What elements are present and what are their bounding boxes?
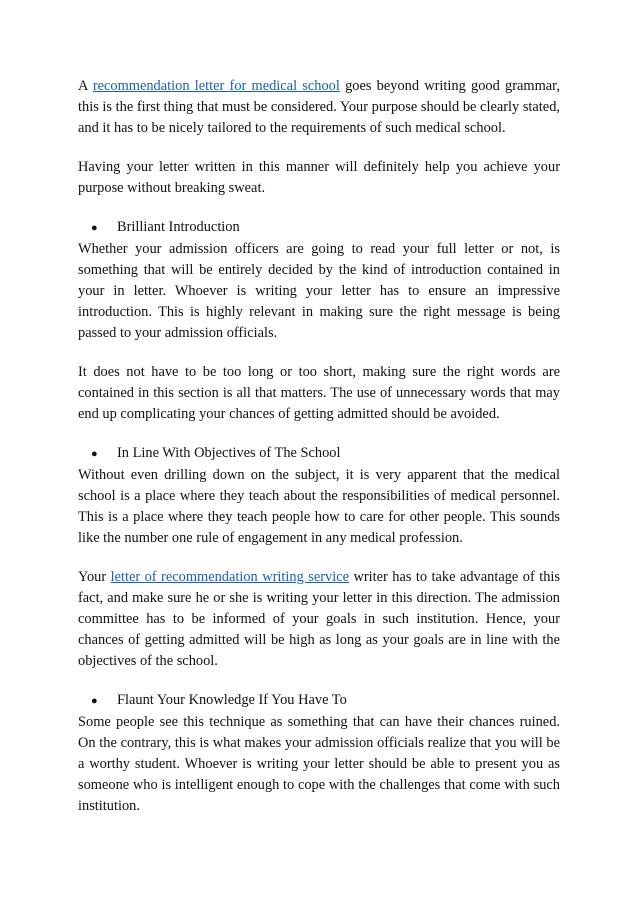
intro-paragraph [78,76,560,139]
bullet-icon: ● [91,448,98,460]
writing-service-link[interactable]: letter of recommendation writing service [110,569,349,585]
objectives-extra-start: Your [78,569,111,585]
purpose-paragraph: Having your letter written in this manner will definitely help you achieve your purpose without breaking sweat. [78,159,560,196]
section-heading-objectives [78,443,560,465]
bullet-icon: ● [91,695,98,707]
document-body [78,76,560,817]
heading-text: Brilliant Introduction [117,219,240,235]
bullet-icon: ● [91,222,98,234]
intro-text-start: A [78,78,93,94]
objectives-extra-paragraph [78,567,560,672]
intro-text-end: goes beyond writing good grammar, this is the first thing that must be considered. Your purpose should be clearly stated, and it has to be nicely tailored to the requirements of such medical school. [78,78,560,136]
heading-text: Flaunt Your Knowledge If You Have To [117,692,347,708]
objectives-paragraph: Without even drilling down on the subject, it is very apparent that the medical school is a place where they teach about the responsibilities of medical personnel. This is a place where they teach people how to care for other people. This sounds like the number one rule of engagement in any medical profession. [78,467,560,546]
introduction-extra-paragraph: It does not have to be too long or too short, making sure the right words are contained in this section is all that matters. The use of unnecessary words that may end up complicating your chances of getting admitted should be avoided. [78,364,560,422]
section-heading-knowledge [78,690,560,712]
heading-text: In Line With Objectives of The School [117,445,341,461]
recommendation-letter-link[interactable]: recommendation letter for medical school [92,78,340,94]
introduction-paragraph: Whether your admission officers are going to read your full letter or not, is something that will be entirely decided by the kind of introduction contained in your in letter. Whoever is writing your letter has to ensure an impressive introduction. This is highly relevant in making sure the right message is being passed to your admission officials. [78,241,560,341]
section-heading-introduction [78,217,560,239]
knowledge-paragraph: Some people see this technique as something that can have their chances ruined. On the contrary, this is what makes your admission officials realize that you will be a worthy student. Whoever is writing your letter should be able to present you as someone who is intelligent enough to cope with the challenges that come with such institution. [78,714,560,814]
objectives-extra-end: writer has to take advantage of this fact, and make sure he or she is writing your letter in this direction. The admission committee has to be informed of your goals in such institution. Hence, your chances of getting admitted will be high as long as your goals are in line with the objectives of the school. [78,569,560,669]
